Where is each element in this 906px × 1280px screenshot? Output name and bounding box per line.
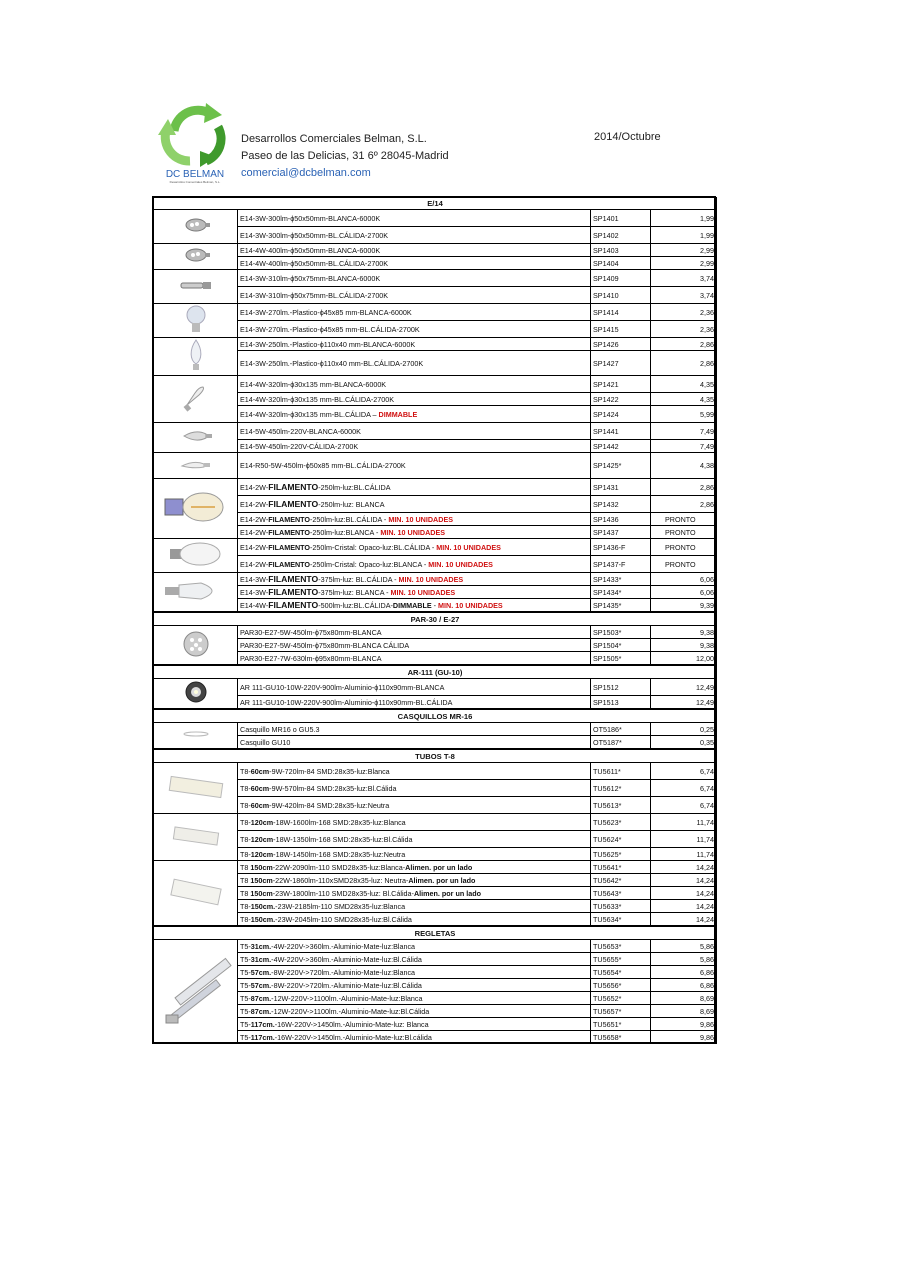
product-image <box>154 453 238 479</box>
product-description: E14-3W-FILAMENTO-375lm-luz: BL.CÁLIDA - MIN. 10 UNIDADES <box>238 573 591 586</box>
product-price: 12,49 <box>651 696 717 710</box>
product-description: T5-87cm.-12W-220V->1100lm.-Aluminio-Mate-luz:Blanca <box>238 992 591 1005</box>
product-image <box>154 679 238 710</box>
product-description: AR 111-GU10-10W-220V-900lm-Aluminio-ϕ110x90mm-BL.CÁLIDA <box>238 696 591 710</box>
product-code: SP1432 <box>591 496 651 513</box>
product-code: TU5658* <box>591 1031 651 1044</box>
price-table <box>153 197 717 1044</box>
product-description: T8-120cm-18W-1450lm-168 SMD:28x35-luz:Neutra <box>238 848 591 861</box>
product-price: 6,86 <box>651 966 717 979</box>
product-description: E14-3W-310lm-ϕ50x75mm-BL.CÁLIDA-2700K <box>238 287 591 304</box>
product-description: T8-150cm.-23W-2185lm-110 SMD28x35-luz:Blanca <box>238 900 591 913</box>
product-description: E14-4W-FILAMENTO-500lm-luz:BL.CÁLIDA-DIMMABLE - MIN. 10 UNIDADES <box>238 599 591 613</box>
product-code: TU5623* <box>591 814 651 831</box>
product-description: E14-3W-250lm.-Plastico-ϕ110x40 mm-BL.CÁLIDA-2700K <box>238 351 591 376</box>
product-price: 8,69 <box>651 1005 717 1018</box>
product-description: T8-60cm-9W-420lm-84 SMD:28x35-luz:Neutra <box>238 797 591 814</box>
product-price: 0,25 <box>651 723 717 736</box>
product-price: 6,74 <box>651 797 717 814</box>
section-header: REGLETAS <box>154 926 717 940</box>
product-image <box>154 304 238 338</box>
product-price: 4,38 <box>651 453 717 479</box>
product-price: 11,74 <box>651 814 717 831</box>
product-code: SP1434* <box>591 586 651 599</box>
product-description: E14-3W-270lm.-Plastico-ϕ45x85 mm-BLANCA-6000K <box>238 304 591 321</box>
product-price: 6,06 <box>651 586 717 599</box>
product-description: E14-3W-270lm.-Plastico-ϕ45x85 mm-BL.CÁLIDA-2700K <box>238 321 591 338</box>
product-description: E14-3W-310lm-ϕ50x75mm-BLANCA-6000K <box>238 270 591 287</box>
product-code: SP1425* <box>591 453 651 479</box>
product-code: SP1505* <box>591 652 651 666</box>
product-price: 4,35 <box>651 393 717 406</box>
product-description: T5-117cm.-16W-220V->1450lm.-Aluminio-Mate-luz: Blanca <box>238 1018 591 1031</box>
product-image <box>154 423 238 453</box>
product-description: E14-2W-FILAMENTO-250lm-luz:BL.CÁLIDA <box>238 479 591 496</box>
product-price: 9,38 <box>651 626 717 639</box>
product-price: 7,49 <box>651 423 717 440</box>
letterhead <box>154 101 714 185</box>
product-code: SP1401 <box>591 210 651 227</box>
company-address: Paseo de las Delicias, 31 6º 28045-Madrid <box>241 150 449 162</box>
product-code: SP1427 <box>591 351 651 376</box>
product-description: E14-5W-450lm-220V-CÁLIDA-2700K <box>238 440 591 453</box>
product-price: 14,24 <box>651 913 717 927</box>
product-image <box>154 861 238 927</box>
product-code: TU5611* <box>591 763 651 780</box>
product-code: SP1503* <box>591 626 651 639</box>
product-price: 6,74 <box>651 763 717 780</box>
product-code: SP1442 <box>591 440 651 453</box>
product-description: T8-120cm-18W-1350lm-168 SMD:28x35-luz:Bl.Cálida <box>238 831 591 848</box>
product-price: 2,36 <box>651 304 717 321</box>
company-logo <box>154 101 236 185</box>
product-image <box>154 814 238 861</box>
product-description: E14-3W-300lm-ϕ50x50mm-BL.CÁLIDA-2700K <box>238 227 591 244</box>
product-description: T8-60cm-9W-570lm-84 SMD:28x35-luz:Bl.Cálida <box>238 780 591 797</box>
product-price: 3,74 <box>651 270 717 287</box>
product-code: TU5642* <box>591 874 651 887</box>
product-price: 6,86 <box>651 979 717 992</box>
product-description: E14-3W-FILAMENTO-375lm-luz: BLANCA - MIN. 10 UNIDADES <box>238 586 591 599</box>
product-code: SP1441 <box>591 423 651 440</box>
product-price: 12,00 <box>651 652 717 666</box>
product-price: 4,35 <box>651 376 717 393</box>
product-image <box>154 244 238 270</box>
section-header: TUBOS T-8 <box>154 749 717 763</box>
product-code: SP1415 <box>591 321 651 338</box>
product-price: 6,74 <box>651 780 717 797</box>
product-description: Casquillo GU10 <box>238 736 591 750</box>
product-code: TU5656* <box>591 979 651 992</box>
product-price: 0,35 <box>651 736 717 750</box>
product-code: SP1404 <box>591 257 651 270</box>
product-description: E14-4W-320lm-ϕ30x135 mm-BL.CÁLIDA – DIMMABLE <box>238 406 591 423</box>
product-code: SP1410 <box>591 287 651 304</box>
product-price: 14,24 <box>651 887 717 900</box>
product-description: Casquillo MR16 o GU5.3 <box>238 723 591 736</box>
product-code: SP1437 <box>591 526 651 539</box>
product-code: SP1409 <box>591 270 651 287</box>
product-price: 11,74 <box>651 848 717 861</box>
product-description: T5-57cm.-8W-220V->720lm.-Aluminio-Mate-luz:Bl.Cálida <box>238 979 591 992</box>
product-image <box>154 210 238 244</box>
product-description: T8 150cm-22W-1860lm-110xSMD28x35-luz: Neutra-Alimen. por un lado <box>238 874 591 887</box>
product-price: 7,49 <box>651 440 717 453</box>
product-price: 5,86 <box>651 953 717 966</box>
product-description: E14-3W-250lm.-Plastico-ϕ110x40 mm-BLANCA-6000K <box>238 338 591 351</box>
product-price: 2,86 <box>651 338 717 351</box>
product-price: 14,24 <box>651 900 717 913</box>
product-image <box>154 479 238 539</box>
product-price: PRONTO <box>651 556 717 573</box>
product-description: T8 150cm-23W-1800lm-110 SMD28x35-luz: Bl.Cálida-Alimen. por un lado <box>238 887 591 900</box>
product-code: TU5652* <box>591 992 651 1005</box>
product-description: E14-4W-320lm-ϕ30x135 mm-BL.CÁLIDA-2700K <box>238 393 591 406</box>
product-code: SP1402 <box>591 227 651 244</box>
svg-text:DC BELMAN: DC BELMAN <box>165 169 225 180</box>
product-code: SP1426 <box>591 338 651 351</box>
product-price: 2,99 <box>651 244 717 257</box>
product-code: SP1421 <box>591 376 651 393</box>
product-code: SP1436-F <box>591 539 651 556</box>
product-price: 1,99 <box>651 210 717 227</box>
product-description: T5-117cm.-16W-220V->1450lm.-Aluminio-Mate-luz:Bl.cálida <box>238 1031 591 1044</box>
product-code: TU5613* <box>591 797 651 814</box>
section-header: AR-111 (GU-10) <box>154 665 717 679</box>
product-description: E14-2W-FILAMENTO-250lm-Cristal: Opaco-luz:BLANCA - MIN. 10 UNIDADES <box>238 556 591 573</box>
product-code: TU5633* <box>591 900 651 913</box>
product-code: TU5655* <box>591 953 651 966</box>
product-image <box>154 626 238 666</box>
product-price: PRONTO <box>651 526 717 539</box>
product-code: SP1422 <box>591 393 651 406</box>
product-image <box>154 376 238 423</box>
product-code: TU5612* <box>591 780 651 797</box>
product-price: PRONTO <box>651 539 717 556</box>
product-code: SP1437-F <box>591 556 651 573</box>
product-description: AR 111-GU10-10W-220V-900lm-Aluminio-ϕ110x90mm-BLANCA <box>238 679 591 696</box>
product-code: SP1513 <box>591 696 651 710</box>
product-description: T5-31cm.-4W-220V->360lm.-Aluminio-Mate-luz:Blanca <box>238 940 591 953</box>
product-code: TU5654* <box>591 966 651 979</box>
product-code: SP1512 <box>591 679 651 696</box>
company-name: Desarrollos Comerciales Belman, S.L. <box>241 133 427 145</box>
product-description: PAR30-E27-5W-450lm-ϕ75x80mm-BLANCA CÁLIDA <box>238 639 591 652</box>
product-description: T5-31cm.-4W-220V->360lm.-Aluminio-Mate-luz:Bl.Cálida <box>238 953 591 966</box>
product-price: 9,86 <box>651 1018 717 1031</box>
product-price: 1,99 <box>651 227 717 244</box>
product-image <box>154 723 238 750</box>
product-description: E14-5W-450lm-220V-BLANCA-6000K <box>238 423 591 440</box>
product-description: E14-3W-300lm-ϕ50x50mm-BLANCA-6000K <box>238 210 591 227</box>
product-code: TU5653* <box>591 940 651 953</box>
product-price: 5,86 <box>651 940 717 953</box>
product-price: 14,24 <box>651 874 717 887</box>
product-code: OT5187* <box>591 736 651 750</box>
product-price: 2,86 <box>651 479 717 496</box>
company-email[interactable]: comercial@dcbelman.com <box>241 167 371 179</box>
document-date: 2014/Octubre <box>594 131 661 143</box>
product-description: E14-2W-FILAMENTO-250lm-luz:BLANCA - MIN. 10 UNIDADES <box>238 526 591 539</box>
section-header: PAR-30 / E-27 <box>154 612 717 626</box>
product-code: TU5624* <box>591 831 651 848</box>
product-description: T8-120cm-18W-1600lm-168 SMD:28x35-luz:Blanca <box>238 814 591 831</box>
product-image <box>154 270 238 304</box>
product-description: E14-4W-320lm-ϕ30x135 mm-BLANCA-6000K <box>238 376 591 393</box>
product-code: SP1403 <box>591 244 651 257</box>
product-image <box>154 338 238 376</box>
product-price: 9,38 <box>651 639 717 652</box>
product-image <box>154 940 238 1044</box>
product-description: T5-87cm.-12W-220V->1100lm.-Aluminio-Mate-luz:Bl.Cálida <box>238 1005 591 1018</box>
product-description: E14-4W-400lm-ϕ50x50mm-BLANCA-6000K <box>238 244 591 257</box>
product-code: OT5186* <box>591 723 651 736</box>
product-description: E14-2W-FILAMENTO-250lm-Cristal: Opaco-luz:BL.CÁLIDA - MIN. 10 UNIDADES <box>238 539 591 556</box>
product-description: T8 150cm-22W-2090lm-110 SMD28x35-luz:Blanca-Alimen. por un lado <box>238 861 591 874</box>
product-price: 14,24 <box>651 861 717 874</box>
product-description: E14-R50-5W-450lm-ϕ50x85 mm-BL.CÁLIDA-2700K <box>238 453 591 479</box>
product-description: PAR30-E27-5W-450lm-ϕ75x80mm-BLANCA <box>238 626 591 639</box>
product-price: 8,69 <box>651 992 717 1005</box>
product-price: 5,99 <box>651 406 717 423</box>
product-code: TU5641* <box>591 861 651 874</box>
product-image <box>154 763 238 814</box>
product-code: SP1414 <box>591 304 651 321</box>
product-price: 2,86 <box>651 351 717 376</box>
product-code: SP1435* <box>591 599 651 613</box>
product-description: T8-60cm-9W-720lm-84 SMD:28x35-luz:Blanca <box>238 763 591 780</box>
product-code: TU5643* <box>591 887 651 900</box>
product-code: TU5657* <box>591 1005 651 1018</box>
product-price: 9,86 <box>651 1031 717 1044</box>
section-header: CASQUILLOS MR-16 <box>154 709 717 723</box>
product-price: 3,74 <box>651 287 717 304</box>
product-price: 9,39 <box>651 599 717 613</box>
product-price: 2,86 <box>651 496 717 513</box>
product-price: 2,36 <box>651 321 717 338</box>
product-description: PAR30-E27-7W-630lm-ϕ95x80mm-BLANCA <box>238 652 591 666</box>
product-image <box>154 539 238 573</box>
product-price: 6,06 <box>651 573 717 586</box>
product-price: 2,99 <box>651 257 717 270</box>
product-description: T8-150cm.-23W-2045lm-110 SMD28x35-luz:Bl.Cálida <box>238 913 591 927</box>
section-header: E/14 <box>154 197 717 210</box>
svg-text:Desarrollos Comerciales Belman: Desarrollos Comerciales Belman, S.L. <box>169 180 221 184</box>
product-description: E14-2W-FILAMENTO-250lm-luz:BL.CÁLIDA - MIN. 10 UNIDADES <box>238 513 591 526</box>
product-code: SP1433* <box>591 573 651 586</box>
product-code: TU5634* <box>591 913 651 927</box>
product-image <box>154 573 238 613</box>
company-info <box>241 131 449 182</box>
product-code: TU5625* <box>591 848 651 861</box>
product-code: SP1504* <box>591 639 651 652</box>
product-price: PRONTO <box>651 513 717 526</box>
product-description: E14-2W-FILAMENTO-250lm-luz: BLANCA <box>238 496 591 513</box>
product-description: E14-4W-400lm-ϕ50x50mm-BL.CÁLIDA-2700K <box>238 257 591 270</box>
product-code: SP1431 <box>591 479 651 496</box>
product-code: SP1436 <box>591 513 651 526</box>
product-code: SP1424 <box>591 406 651 423</box>
product-price: 11,74 <box>651 831 717 848</box>
product-code: TU5651* <box>591 1018 651 1031</box>
product-description: T5-57cm.-8W-220V->720lm.-Aluminio-Mate-luz:Blanca <box>238 966 591 979</box>
product-price: 12,49 <box>651 679 717 696</box>
